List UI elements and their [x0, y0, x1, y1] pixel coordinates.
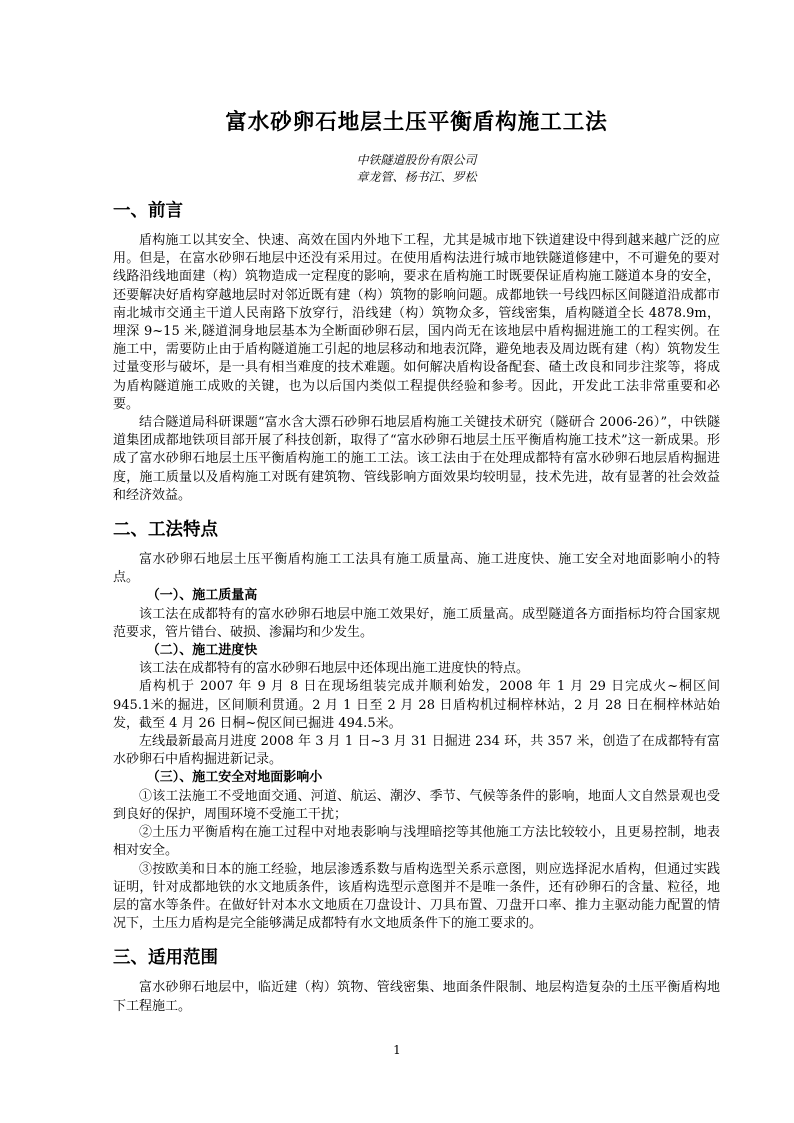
document-authors: 章龙管、杨书江、罗松	[356, 170, 477, 184]
section-heading-scope: 三、适用范围	[113, 948, 218, 969]
section-heading-preface: 一、前言	[113, 201, 183, 221]
subsection-title: （三）、施工安全对地面影响小	[146, 770, 323, 786]
paragraph: 左线最新最高月进度 2008 年 3 月 1 日~3 月 31 日掘进 234 环，共 357 米，创造了在成都特有富水砂卵石中盾构掘进新记录。	[113, 734, 720, 768]
section-heading-features: 二、工法特点	[113, 520, 218, 541]
paragraph: 结合隧道局科研课题“富水含大漂石砂卵石地层盾构施工关键技术研究（隧研合 2006-26）”，中铁隧道集团成都地铁项目部开展了科技创新，取得了“富水砂卵石地层土压平衡盾构施工技术”这一新成果。形成了富水砂卵石地层土压平衡盾构施工的施工工法。该工法由于在处理成都特有富水砂卵石地层盾构掘进度，施工质量以及盾构施工对既有建筑物、管线影响方面效果均较明显，技术先进，故有显著的社会效益和经济效益。	[113, 415, 720, 503]
paragraph: 盾构机于 2007 年 9 月 8 日在现场组装完成并顺利始发，2008 年 1 月 29 日完成火~桐区间 945.1米的掘进，区间顺利贯通。2 月 1 日至 2 月 28 日盾构机过桐梓林站，2 月 28 日在桐梓林站始发，截至 4 月 26 日桐~倪区间已掘进 494.5米。	[113, 679, 720, 731]
paragraph: 该工法在成都特有的富水砂卵石地层中施工效果好，施工质量高。成型隧道各方面指标均符合国家规范要求，管片错台、破损、渗漏均和少发生。	[113, 606, 720, 640]
paragraph: 盾构施工以其安全、快速、高效在国内外地下工程，尤其是城市地下铁道建设中得到越来越广泛的应用。但是，在富水砂卵石地层中还没有采用过。在使用盾构法进行城市地铁隧道修建中，不可避免的要对线路沿线地面建（构）筑物造成一定程度的影响，要求在盾构施工时既要保证盾构施工隧道本身的安全，还要解决好盾构穿越地层时对邻近既有建（构）筑物的影响问题。成都地铁一号线四标区间隧道沿成都市南北城市交通主干道人民南路下放穿行，沿线建（构）筑物众多，管线密集，盾构隧道全长 4878.9m，埋深 9~15 米,隧道洞身地层基本为全断面砂卵石层，国内尚无在该地层中盾构掘进施工的工程实例。在施工中，需要防止由于盾构隧道施工引起的地层移动和地表沉降，避免地表及周边既有建（构）筑物发生过量变形与破坏，是一具有相当难度的技术难题。如何解决盾构设备配套、碴土改良和同步注浆等，将成为盾构隧道施工成败的关键，也为以后国内类似工程提供经验和参考。因此，开发此工法非常重要和必要。	[113, 233, 720, 412]
page-number: 1	[393, 1043, 401, 1057]
paragraph: 富水砂卵石地层中，临近建（构）筑物、管线密集、地面条件限制、地层构造复杂的土压平衡盾构地下工程施工。	[113, 980, 720, 1014]
paragraph: ②土压力平衡盾构在施工过程中对地表影响与浅埋暗挖等其他施工方法比较较小，且更易控制，地表相对安全。	[113, 825, 720, 859]
document-title: 富水砂卵石地层土压平衡盾构施工工法	[225, 110, 608, 135]
subsection-title: （一）、施工质量高	[146, 588, 258, 604]
paragraph: ③按欧美和日本的施工经验，地层渗透系数与盾构选型关系示意图，则应选择泥水盾构，但通过实践证明，针对成都地铁的水文地质条件，该盾构选型示意图并不是唯一条件，还有砂卵石的含量、粒径，地层的富水等条件。在做好针对本水文地质在刀盘设计、刀具布置、刀盘开口率、推力主驱动能力配置的情况下，土压力盾构是完全能够满足成都特有水文地质条件下的施工要求的。	[113, 861, 720, 932]
document-page	[113, 100, 720, 1016]
paragraph: 富水砂卵石地层土压平衡盾构施工工法具有施工质量高、施工进度快、施工安全对地面影响小的特点。	[113, 552, 720, 586]
document-company: 中铁隧道股份有限公司	[356, 153, 477, 167]
paragraph: 该工法在成都特有的富水砂卵石地层中还体现出施工进度快的特点。	[139, 661, 530, 677]
subsection-title: （二）、施工进度快	[146, 643, 258, 659]
paragraph: ①该工法施工不受地面交通、河道、航运、潮汐、季节、气候等条件的影响，地面人文自然景观也受到良好的保护，周围环境不受施工干扰；	[113, 788, 720, 822]
